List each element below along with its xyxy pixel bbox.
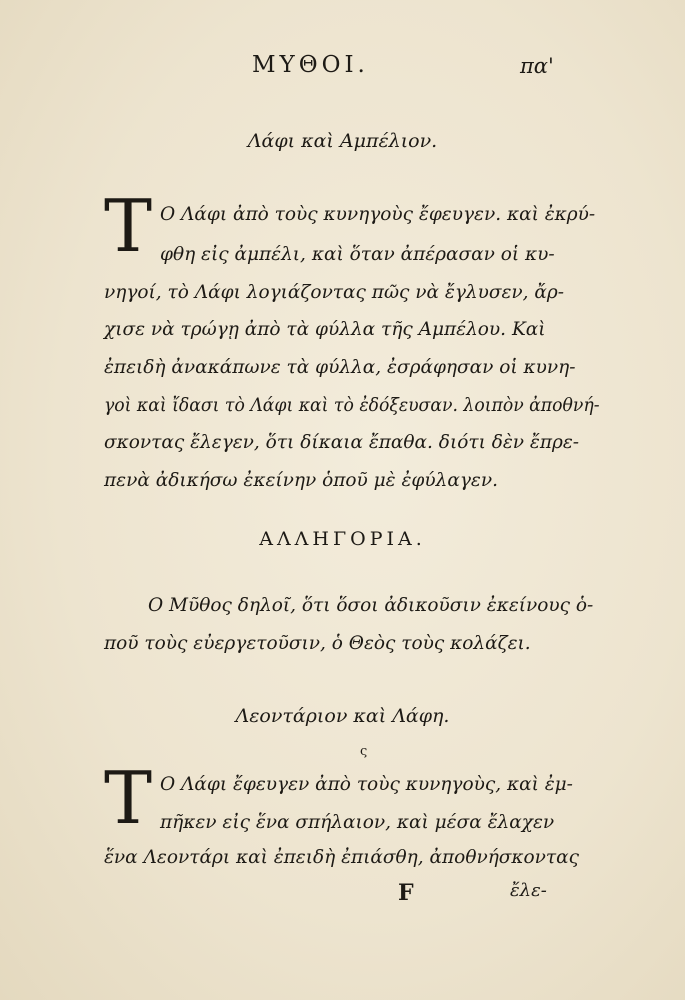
drop-cap-1: Τ (104, 184, 153, 268)
signature-mark: F (398, 880, 414, 906)
text-line: Ο Μῦθος δηλοῖ, ὅτι ὅσοι ἀδικοῦσιν ἐκείνους ὁ- (148, 595, 594, 616)
fable-title-2: Λεοντάριον καὶ Λάφη. (235, 705, 450, 727)
running-head (0, 52, 685, 82)
text-line: ἐπειδὴ ἀνακάπωνε τὰ φύλλα, ἐσράφησαν οἱ κυνη- (104, 357, 576, 378)
fable-title-1: Λάφι καὶ Αμπέλιον. (247, 130, 438, 152)
text-line: ἕνα Λεοντάρι καὶ ἐπειδὴ ἐπιάσθη, ἀποθνήσκοντας (104, 847, 580, 868)
text-line: νηγοί, τὸ Λάφι λογιάζοντας πῶς νὰ ἔγλυσεν, ἄρ- (104, 282, 565, 303)
text-line: σκοντας ἔλεγεν, ὅτι δίκαια ἔπαθα. διότι δὲν ἔπρε- (104, 432, 580, 453)
text-line: Ο Λάφι ἔφευγεν ἀπὸ τοὺς κυνηγοὺς, καὶ ἐμ- (160, 774, 573, 795)
running-title: ΜΥΘΟΙ. (252, 52, 369, 78)
catchword: ἔλε- (510, 880, 547, 901)
printer-mark: ς (360, 744, 368, 759)
text-line: πῆκεν εἰς ἕνα σπήλαιον, καὶ μέσα ἔλαχεν (160, 812, 555, 833)
text-line: ποῦ τοὺς εὐεργετοῦσιν, ὁ Θεὸς τοὺς κολάζει. (104, 633, 531, 654)
drop-cap-2: Τ (104, 756, 153, 840)
page-number: πα' (520, 54, 554, 78)
text-line: γοὶ καὶ ἴδασι τὸ Λάφι καὶ τὸ ἐδόξευσαν. λοιπὸν ἀποθνή- (104, 395, 600, 416)
text-line: φθη εἰς ἀμπέλι, καὶ ὅταν ἀπέρασαν οἱ κυ- (160, 244, 555, 265)
text-line: πενὰ ἀδικήσω ἐκείνην ὁποῦ μὲ ἐφύλαγεν. (104, 470, 498, 491)
allegory-heading: ΑΛΛΗΓΟΡΙΑ. (259, 528, 426, 550)
text-line: Ο Λάφι ἀπὸ τοὺς κυνηγοὺς ἔφευγεν. καὶ ἐκρύ- (160, 204, 596, 225)
text-line: χισε νὰ τρώγῃ ἀπὸ τὰ φύλλα τῆς Αμπέλου. Καὶ (104, 319, 546, 340)
